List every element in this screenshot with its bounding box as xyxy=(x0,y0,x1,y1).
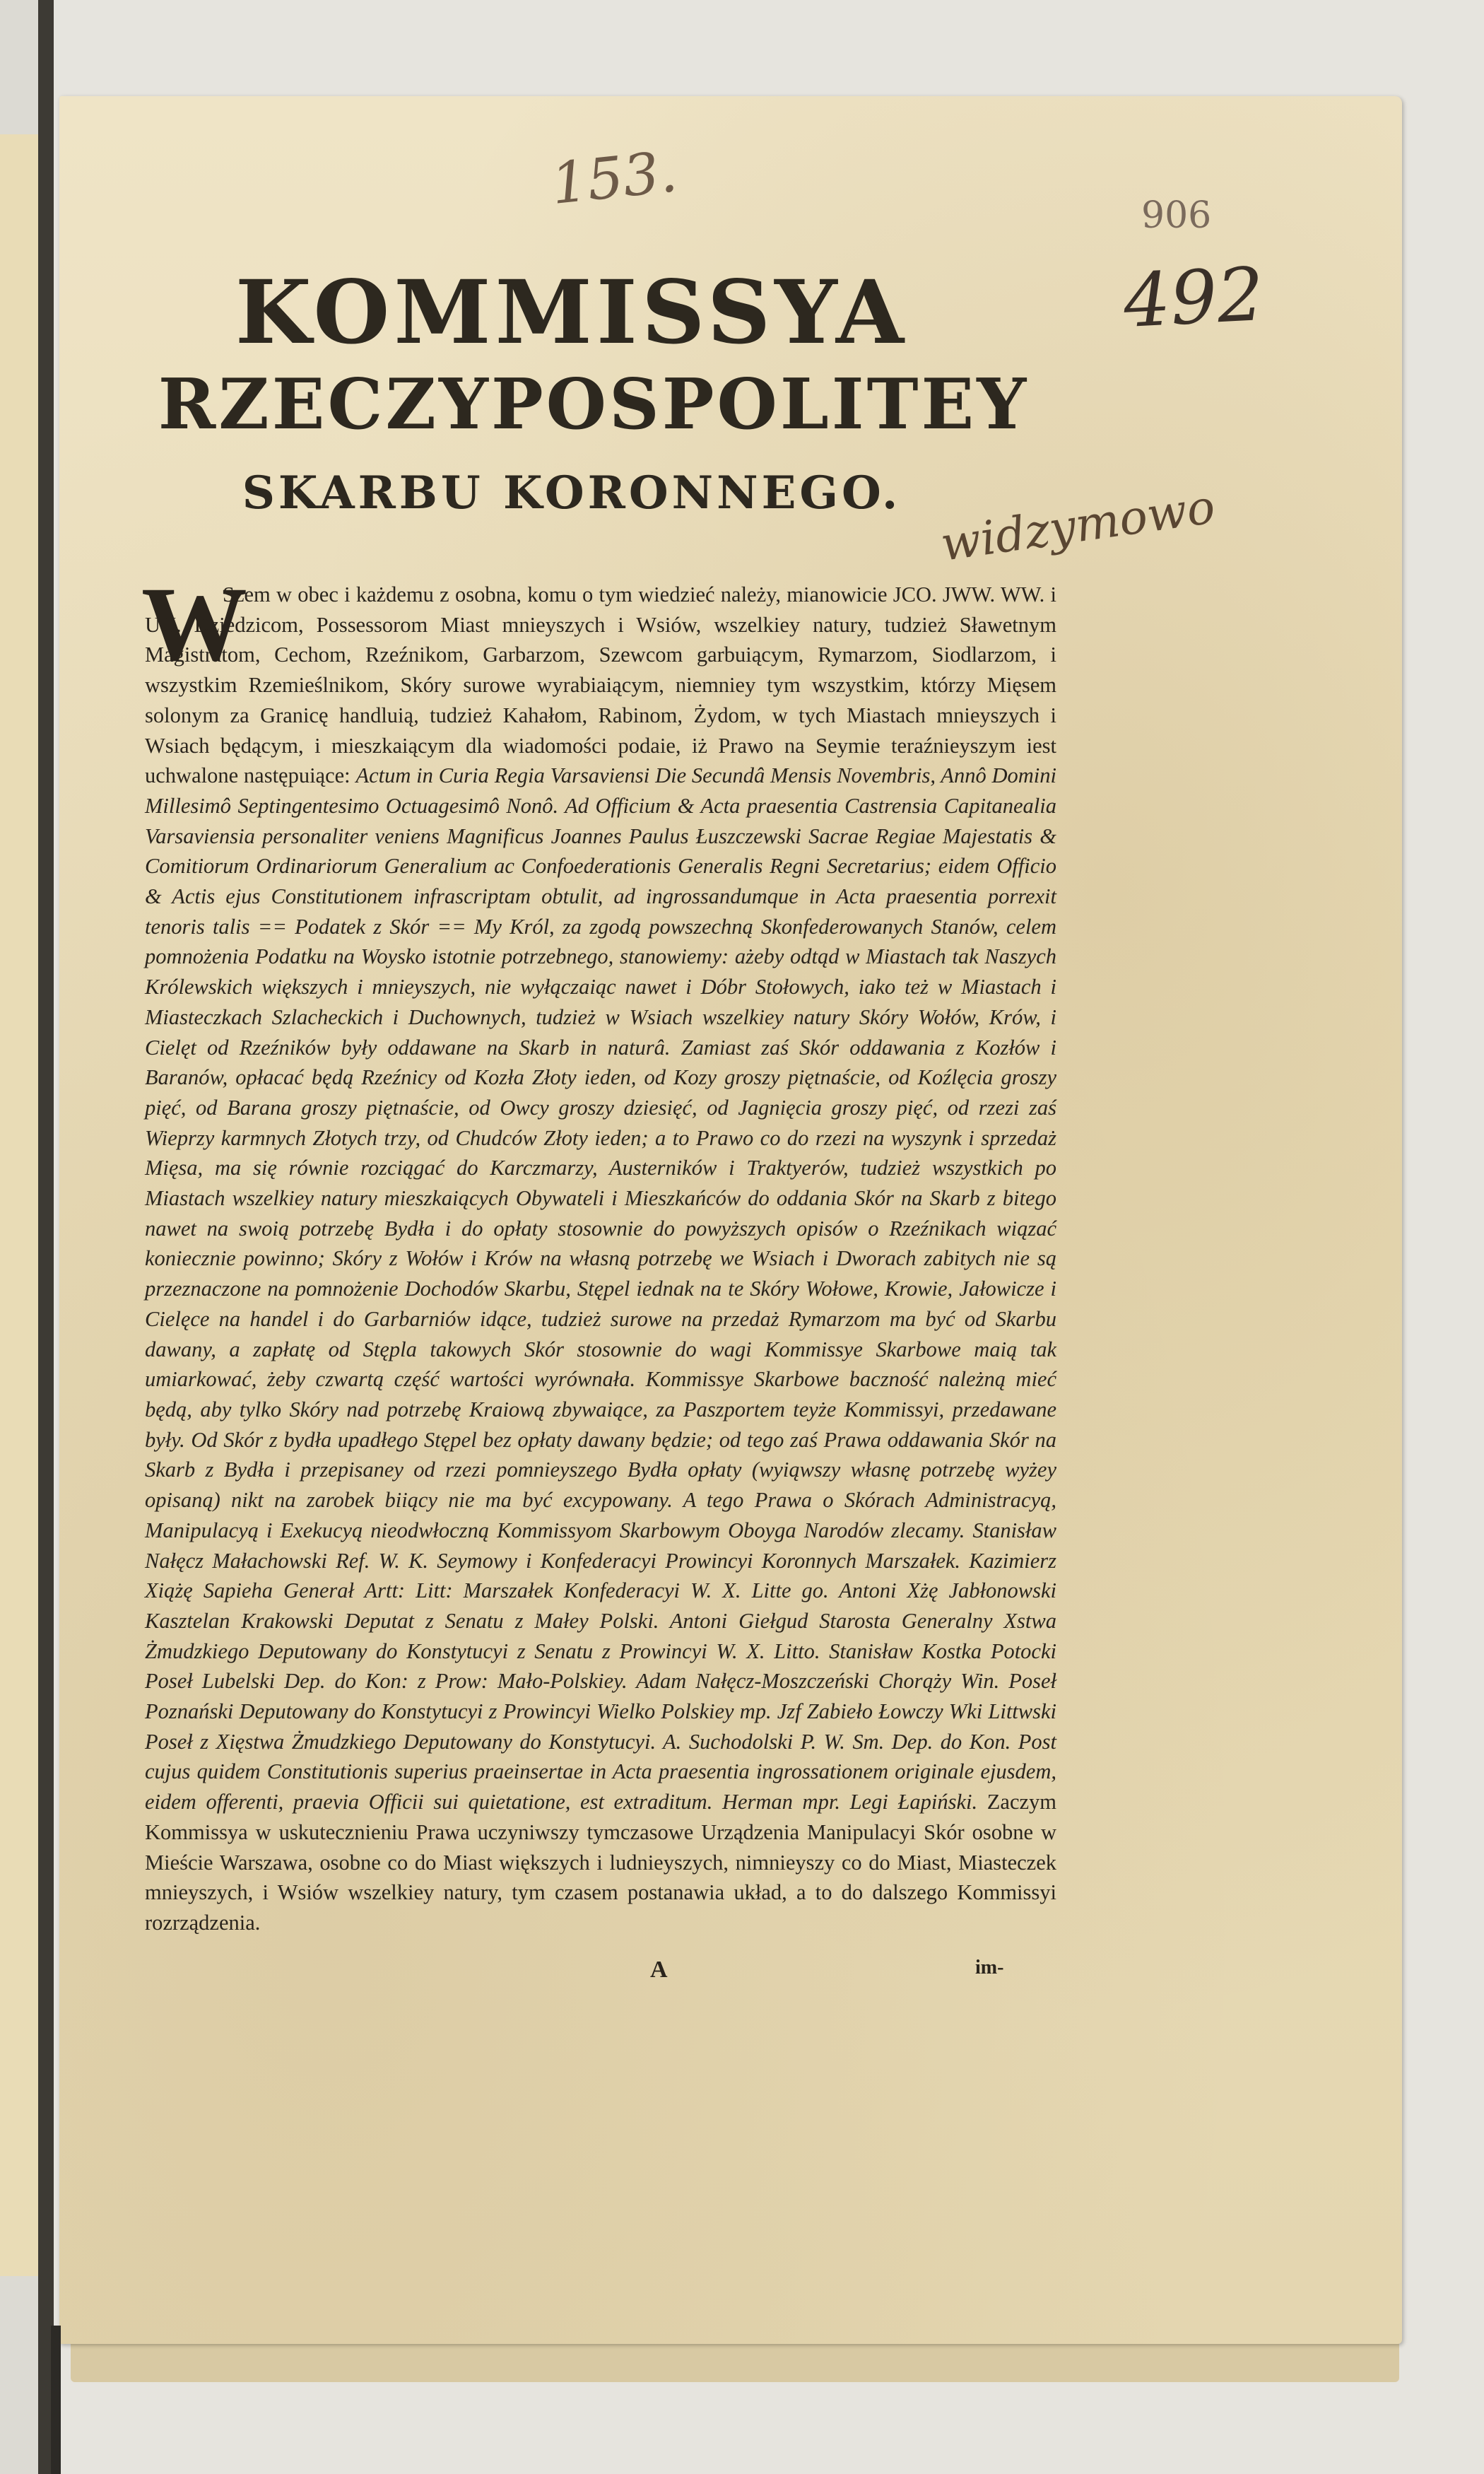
body-text xyxy=(145,580,1056,1938)
title-line-2: RZECZYPOSPOLITEY xyxy=(158,364,1030,445)
body-paragraph: Zaczym Kommissya w uskutecznieniu Prawa uczyniwszy tymczasowe Urządzenia Manipulacyi Skór osobne w Mieście Warszawa, osobne co do Miast większych i ludnieyszych, nimnieyszy co do Miast, Miasteczek mnieyszych, i Wsiów wszelkiey natury, tym czasem postanawia układ, a to do dalszego Kommissyi rozrządzenia. xyxy=(145,1790,1056,1935)
archive-number-small: 906 xyxy=(1141,194,1212,237)
body-paragraph: Actum in Curia Regia Varsaviensi Die Secundâ Mensis Novembris, Annô Domini Millesimô Septingentesimo Octuagesimô Nonô. Ad Officium & Acta praesentia Castrensia Capitanealia Varsaviensia personaliter veniens Magnificus Joannes Paulus Łuszczewski Sacrae Regiae Majestatis & Comitiorum Ordinariorum Generalium ac Confoederationis Generalis Regni Secretarius; eidem Officio & Actis ejus Constitutionem infrascriptam obtulit, ad ingrossandumque in Acta praesentia porrexit tenoris talis == Podatek z Skór == My Król, za zgodą powszechną Skonfederowanych Stanów, celem pomnożenia Podatku na Woysko istotnie potrzebnego, stanowiemy: ażeby odtąd w Miastach tak Naszych Królewskich większych i mnieyszych, nie wyłączaiąc nawet i Dóbr Stołowych, iako też w Miastach i Miasteczkach Szlacheckich i Duchownych, tudzież w Wsiach wszelkiey natury Skóry Wołów, Krów, i Cielęt od Rzeźników były oddawane na Skarb in naturâ. Zamiast zaś Skór oddawania z Kozłów i Baranów, opłacać będą Rzeźnicy od Kozła Złoty ieden, od Kozy groszy piętnaście, od Koźlęcia groszy pięć, od Barana groszy piętnaście, od Owcy groszy dziesięć, od Jagnięcia groszy pięć, od rzezi zaś Wieprzy karmnych Złotych trzy, od Chudców Złoty ieden; a to Prawo co do rzezi na wyszynk i sprzedaż Mięsa, ma się równie rozciągać do Karczmarzy, Austerników i Traktyerów, tudzież wszystkich po Miastach wszelkiey natury mieszkaiących Obywateli i Mieszkańców do oddania Skór na Skarb z bitego nawet na swoią potrzebę Bydła i do opłaty stosownie do powyższych opisów o Rzeźnikach wiązać koniecznie powinno; Skóry z Wołów i Krów na własną potrzebę we Wsiach i Dworach zabitych nie są przeznaczone na pomnożenie Dochodów Skarbu, Stępel iednak na te Skóry Wołowe, Krowie, Jałowicze i Cielęce na handel i do Garbarniów idące, tudzież surowe na przedaż Rymarzom ma być od Skarbu dawany, a zapłatę od Stępla takowych Skór stosownie do wagi Kommissye Skarbowe maią tak umiarkować, żeby czwartą część wartości wyrównała. Kommissye Skarbowe baczność należną mieć będą, aby tylko Skóry nad potrzebę Kraiową zbywaiące, za Paszportem teyże Kommissyi, przedawane były. Od Skór z bydła upadłego Stępel bez opłaty dawany będzie; od tego zaś Prawa oddawania Skór na Skarb z Bydła i przepisaney od rzezi pomnieyszego Bydła opłaty (wyiąwszy własnę potrzebę wyżey opisaną) nikt na zarobek biiący nie ma być excypowany. A tego Prawa o Skórach Administracyą, Manipulacyą i Exekucyą nieodwłoczną Kommissyom Skarbowym Oboyga Narodów zlecamy. Stanisław Nałęcz Małachowski Ref. W. K. Seymowy i Konfederacyi Prowincyi Koronnych Marszałek. Kazimierz Xiążę Sapieha Generał Artt: Litt: Marszałek Konfederacyi W. X. Litte go. Antoni Xżę Jabłonowski Kasztelan Krakowski Deputat z Senatu z Małey Polski. Antoni Giełgud Starosta Generalny Xstwa Żmudzkiego Deputowany do Konstytucyi z Senatu z Prowincyi W. X. Litto. Stanisław Kostka Potocki Poseł Lubelski Dep. do Kon: z Prow: Mało-Polskiey. Adam Nałęcz-Moszczeński Chorąży Win. Poseł Poznański Deputowany do Konstytucyi z Prowincyi Wielko Polskiey mp. Jzf Zabieło Łowczy Wki Littwski Poseł z Xięstwa Żmudzkiego Deputowany do Konstytucyi. A. Suchodolski P. W. Sm. Dep. do Kon. Post cujus quidem Constitutionis superius praeinsertae in Acta praesentia ingrossationem originale ejusdem, eidem offerenti, praevia Officii sui quietatione, est extraditum. Herman mpr. Legi Łapiński. xyxy=(145,763,1056,1815)
catchword: im- xyxy=(975,1957,1004,1978)
drop-cap: W xyxy=(141,565,247,683)
binding-bottom xyxy=(51,2326,61,2474)
handwritten-annotation: widzymowo xyxy=(937,479,1218,572)
signature-mark: A xyxy=(650,1957,668,1983)
archive-number-large: 492 xyxy=(1121,250,1266,345)
title-line-1: KOMMISSYA xyxy=(235,262,909,364)
title-line-3: SKARBU KORONNEGO. xyxy=(242,467,902,520)
body-paragraph: Szem w obec i każdemu z osobna, komu o tym wiedzieć należy, mianowicie JCO. JWW. WW. i UU. Dziedzicom, Possessorom Miast mnieyszych i Wsiów, wszelkiey natury, tudzież Sławetnym Magistratom, Cechom, Rzeźnikom, Garbarzom, Szewcom garbuiącym, Rymarzom, Siodlarzom, i wszystkim Rzemieślnikom, Skóry surowe wyrabiaiącym, niemniey tym wszystkim, którzy Mięsem solonym za Granicę handluią, tudzież Kahałom, Rabinom, Żydom, w tych Miastach mnieyszych i Wsiach będącym, i mieszkaiącym dla wiadomości podaie, iż Prawo na Seymie teraźnieyszym iest uchwalone następuiące: xyxy=(145,582,1056,788)
folio-number: 153. xyxy=(548,138,681,218)
binding-edge xyxy=(38,0,54,2474)
